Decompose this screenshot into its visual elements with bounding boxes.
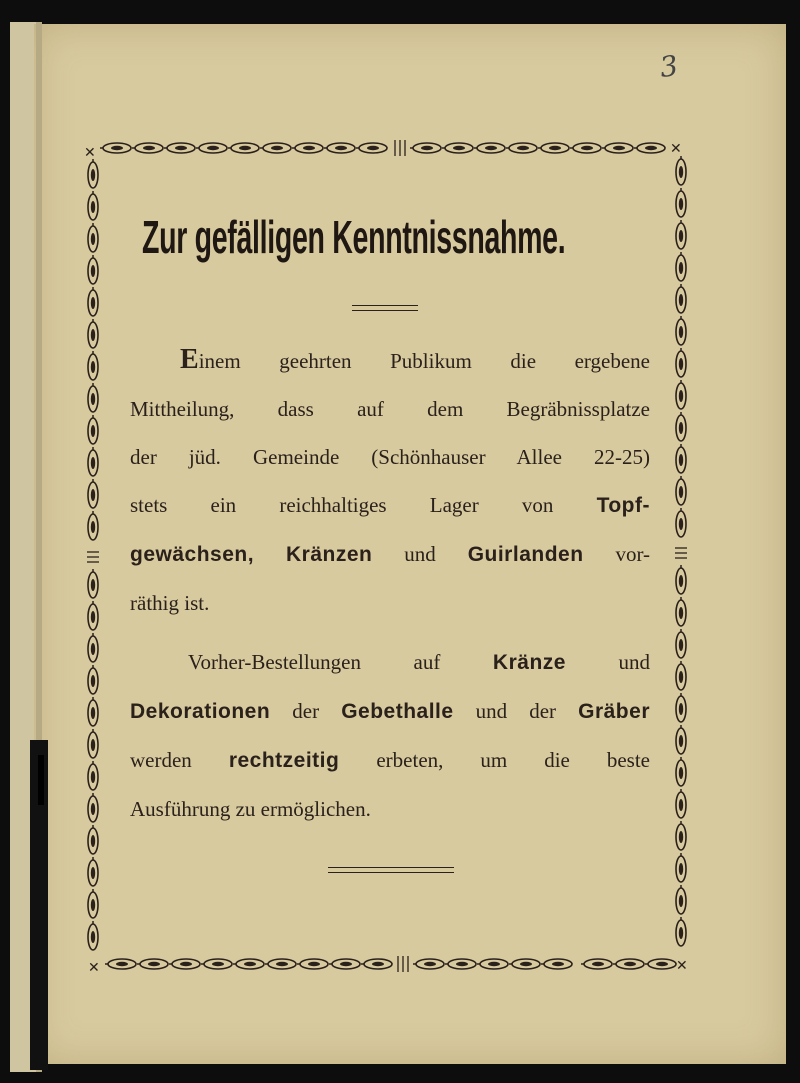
border-right (675, 156, 687, 946)
bold-term: Kränze (492, 651, 566, 674)
closing-divider-bottom (328, 872, 454, 873)
text-run: und der (475, 699, 557, 723)
bold-term: rechtzeitig (228, 749, 340, 772)
drop-cap: E (180, 344, 199, 375)
text-run: stets ein reichhaltiges Lager von (130, 493, 554, 517)
title-divider-top (352, 305, 418, 306)
text-run: der (292, 699, 320, 723)
closing-divider-top (328, 867, 454, 868)
page-heading: Zur gefälligen Kenntnissnahme. (142, 211, 566, 263)
bold-term: Topf- (596, 494, 650, 517)
paragraph-line (130, 736, 650, 785)
text-run: Vorher-Bestellungen auf (188, 650, 441, 674)
bold-term: Kränzen (285, 543, 373, 566)
paragraph-line: Ausführung zu ermöglichen. (130, 797, 371, 821)
paragraph-1 (130, 336, 650, 627)
bold-term: Guirlanden (467, 543, 584, 566)
bold-term: Gräber (578, 700, 650, 723)
border-left (87, 159, 99, 950)
text-run: erbeten, um die beste (376, 748, 651, 772)
bold-term: Gebethalle (341, 700, 454, 723)
paragraph-line (130, 687, 650, 736)
text-run: und (618, 650, 651, 674)
paragraph-line: der jüd. Gemeinde (Schönhauser Allee 22-25) (130, 445, 650, 469)
svg-text:✕: ✕ (670, 141, 682, 157)
svg-text:✕: ✕ (676, 958, 688, 974)
page-number: 3 (657, 48, 681, 85)
paragraph-2 (130, 638, 650, 833)
bold-term: gewächsen, (130, 543, 255, 566)
paragraph-line (130, 638, 650, 687)
text-run: und (404, 542, 436, 566)
paragraph-line (130, 530, 650, 579)
text-run: inem geehrten Publikum die ergebene (198, 349, 650, 373)
paragraph-line: räthig ist. (130, 591, 210, 615)
border-bottom (105, 956, 676, 972)
bold-term: Dekorationen (130, 700, 271, 723)
paragraph-line: Mittheilung, dass auf dem Begräbnissplatze (130, 397, 650, 421)
text-run: vor- (615, 542, 651, 566)
paragraph-line (130, 481, 650, 530)
svg-text:✕: ✕ (88, 960, 100, 976)
border-top (100, 140, 665, 156)
paragraph-line (130, 336, 650, 385)
title-divider-bottom (352, 310, 418, 311)
text-run: werden (130, 748, 192, 772)
svg-text:✕: ✕ (84, 145, 96, 161)
